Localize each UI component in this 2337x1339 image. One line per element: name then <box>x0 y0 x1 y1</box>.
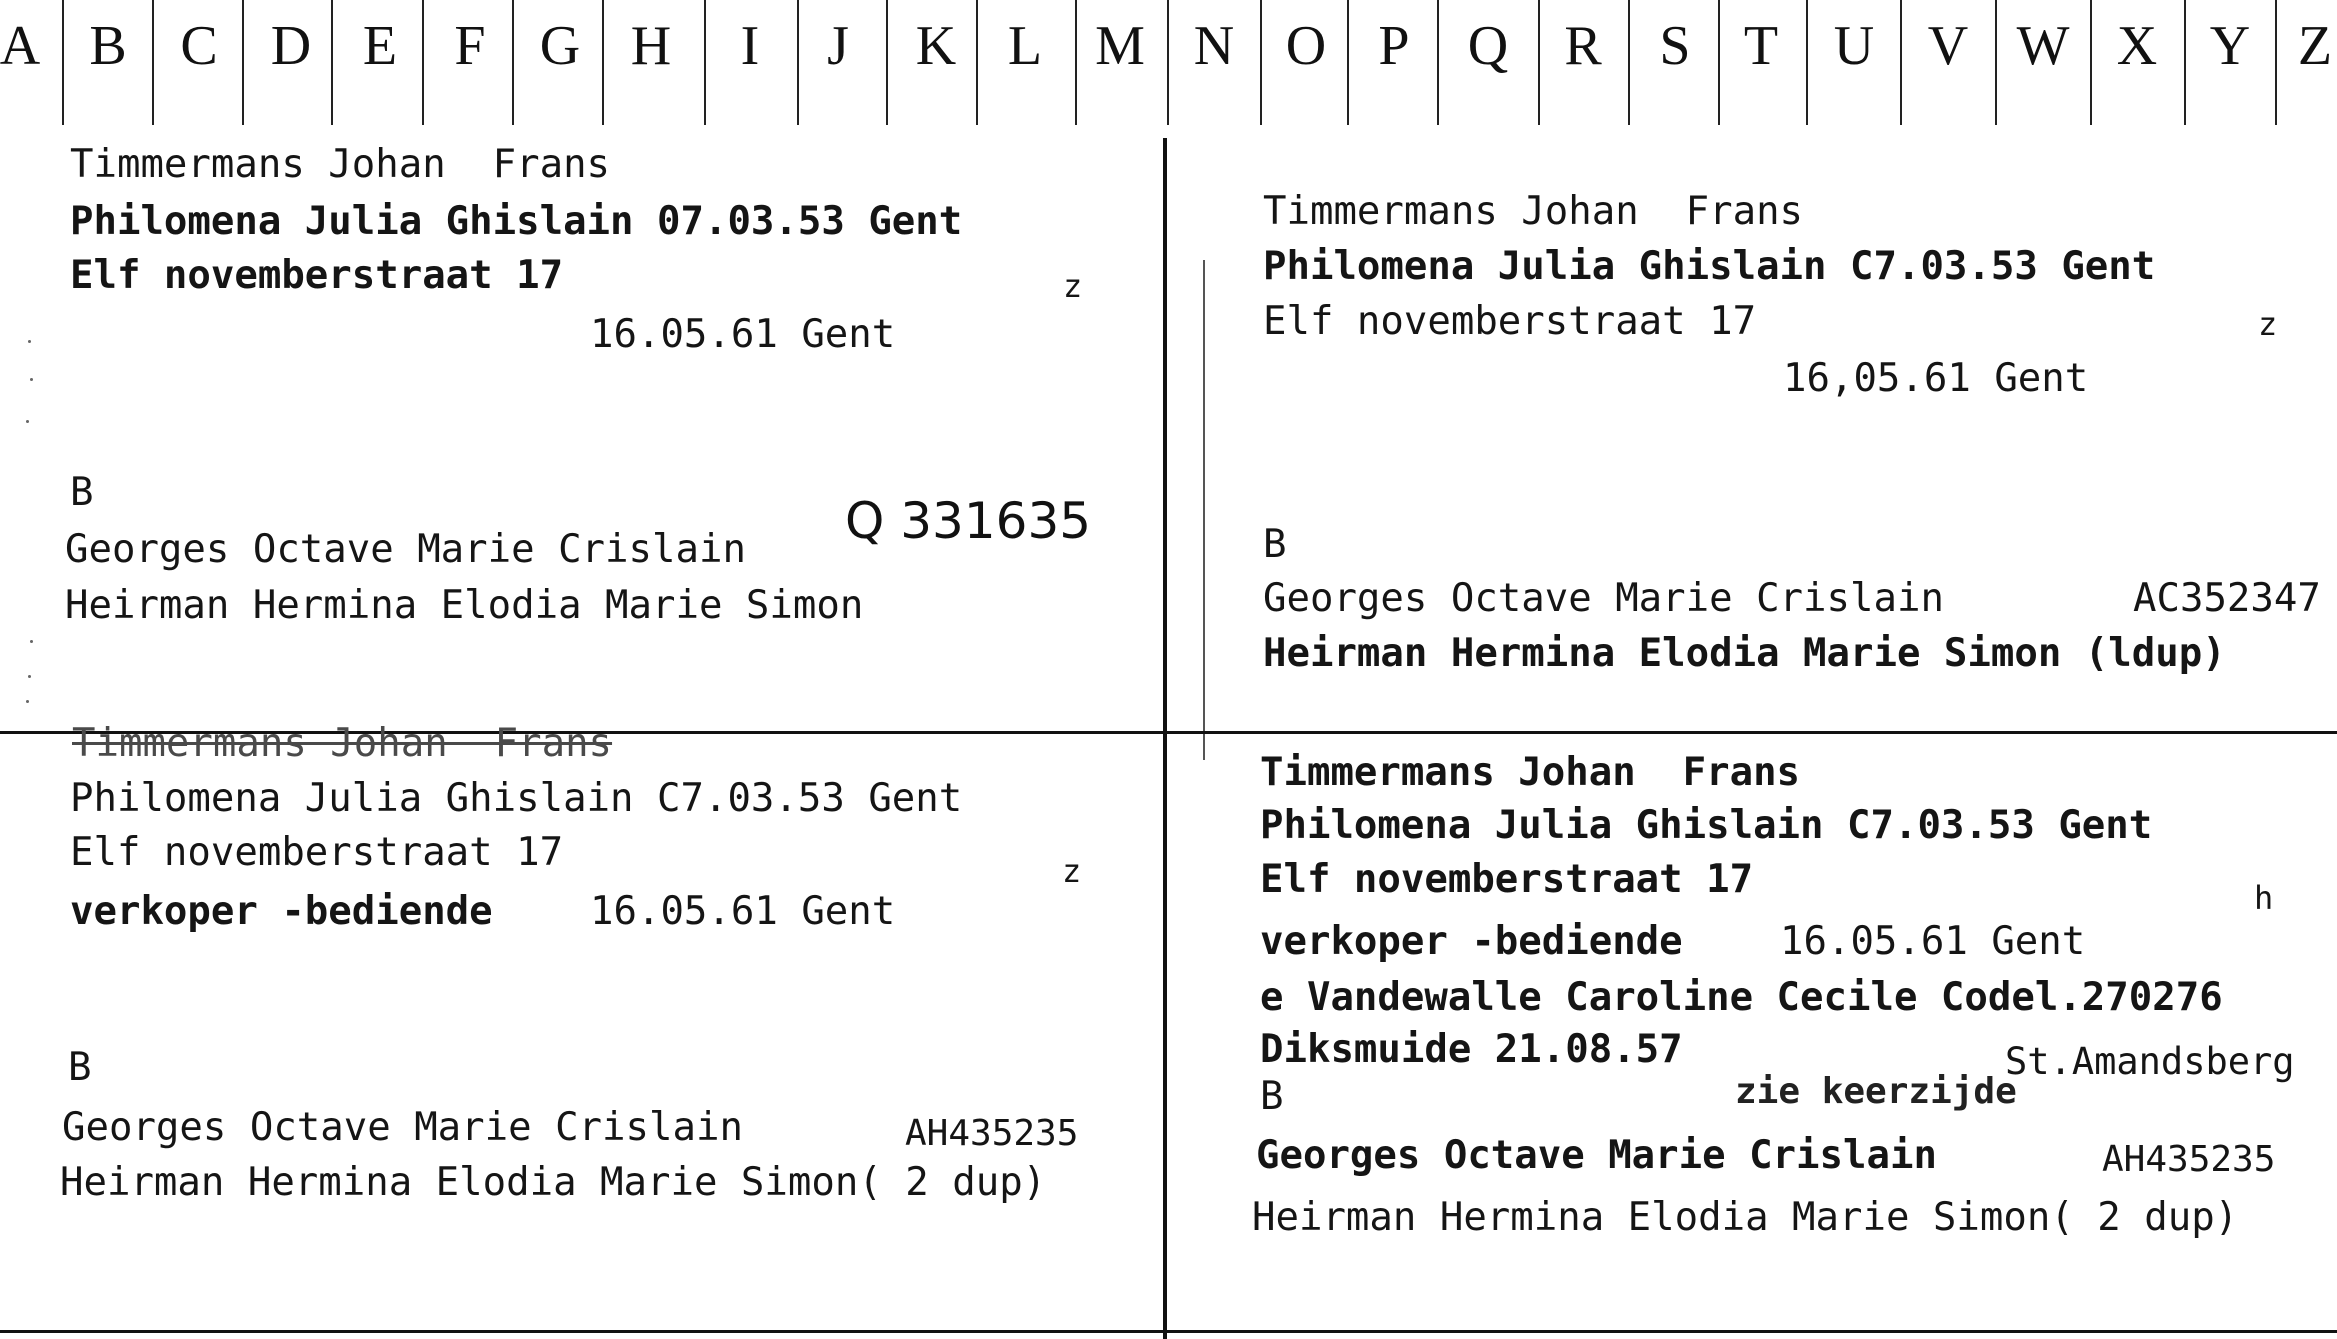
index-letter: C <box>180 15 218 77</box>
index-letter: E <box>362 15 398 77</box>
scan-speck <box>28 340 31 343</box>
index-divider <box>1347 0 1349 125</box>
index-divider <box>1806 0 1808 125</box>
card-date-place: 16.05.61 Gent <box>590 889 896 934</box>
index-divider <box>1538 0 1540 125</box>
index-divider <box>512 0 514 125</box>
index-divider <box>1628 0 1630 125</box>
card-address: Elf novemberstraat 17 <box>70 253 564 298</box>
card-code: z <box>2258 305 2278 343</box>
card-given-names: Philomena Julia Ghislain 07.03.53 Gent <box>70 199 963 244</box>
index-divider <box>1075 0 1077 125</box>
index-divider <box>1437 0 1439 125</box>
index-divider <box>1260 0 1262 125</box>
card-code: z <box>1062 852 1082 890</box>
card-parent-1: Georges Octave Marie Crislain <box>62 1105 743 1150</box>
card-name-line: Timmermans Johan Frans <box>1263 189 1804 234</box>
index-divider <box>704 0 706 125</box>
fold-line <box>1203 260 1205 760</box>
index-letter: X <box>2116 15 2158 77</box>
index-letter: Q <box>1467 15 1509 77</box>
index-divider <box>331 0 333 125</box>
index-letter: A <box>0 15 41 77</box>
card-section: B <box>70 470 94 515</box>
card-name-line: Timmermans Johan Frans <box>72 721 613 766</box>
index-divider <box>1995 0 1997 125</box>
index-letter: V <box>1927 15 1969 77</box>
card-occupation: verkoper -bediende <box>1260 919 1683 964</box>
card-parent-1: Georges Octave Marie Crislain <box>1256 1133 1937 1178</box>
scan-speck <box>26 700 29 703</box>
index-divider <box>1718 0 1720 125</box>
index-letter: J <box>827 15 849 77</box>
card-spouse: e Vandewalle Caroline Cecile Codel.270276 <box>1260 975 2223 1020</box>
card-parent-2: Heirman Hermina Elodia Marie Simon( 2 dup) <box>60 1160 1047 1205</box>
card-given-names: Philomena Julia Ghislain C7.03.53 Gent <box>1263 244 2156 289</box>
index-letter: N <box>1193 15 1235 77</box>
index-divider <box>1167 0 1169 125</box>
card-parent-1: Georges Octave Marie Crislain <box>1263 576 1944 621</box>
card-stamp: zie keerzijde <box>1735 1071 2017 1112</box>
card-parent-2: Heirman Hermina Elodia Marie Simon <box>65 583 864 628</box>
center-divider <box>1163 138 1167 1339</box>
index-letter: G <box>539 15 581 77</box>
alphabet-index <box>0 0 2337 125</box>
index-letter: K <box>915 15 957 77</box>
card-address: Elf novemberstraat 17 <box>70 830 564 875</box>
index-letter: F <box>454 15 486 77</box>
index-divider <box>2275 0 2277 125</box>
card-given-names: Philomena Julia Ghislain C7.03.53 Gent <box>1260 803 2153 848</box>
scan-speck <box>30 640 33 643</box>
card-name-line: Timmermans Johan Frans <box>1260 750 1801 795</box>
index-letter: L <box>1007 15 1043 77</box>
card-given-names: Philomena Julia Ghislain C7.03.53 Gent <box>70 776 963 821</box>
bottom-edge <box>0 1330 2337 1333</box>
card-occupation: verkoper -bediende <box>70 889 493 934</box>
index-letter: H <box>630 15 672 77</box>
index-divider <box>1900 0 1902 125</box>
card-parent-2: Heirman Hermina Elodia Marie Simon( 2 dup) <box>1252 1195 2239 1240</box>
card-doc-number: Q 331635 <box>845 492 1092 550</box>
index-divider <box>797 0 799 125</box>
index-divider <box>152 0 154 125</box>
index-letter: Z <box>2297 15 2333 77</box>
card-code: h <box>2254 879 2274 917</box>
index-letter: B <box>89 15 127 77</box>
card-spouse-residence: St.Amandsberg <box>2005 1040 2295 1083</box>
index-divider <box>242 0 244 125</box>
index-divider <box>886 0 888 125</box>
card-parent-2: Heirman Hermina Elodia Marie Simon (ldup) <box>1263 631 2226 676</box>
scan-speck <box>28 675 31 678</box>
index-divider <box>422 0 424 125</box>
index-letter: D <box>270 15 312 77</box>
card-date-place: 16,05.61 Gent <box>1783 356 2089 401</box>
card-section: B <box>68 1045 92 1090</box>
index-letter: M <box>1095 15 1145 77</box>
card-parent-1: Georges Octave Marie Crislain <box>65 527 746 572</box>
card-date-place: 16.05.61 Gent <box>590 312 896 357</box>
index-letter: P <box>1378 15 1410 77</box>
card-section: B <box>1260 1074 1284 1119</box>
card-section: B <box>1263 522 1287 567</box>
index-letter: W <box>2016 15 2070 77</box>
index-letter: I <box>740 15 760 77</box>
card-doc-number: AC352347 <box>2133 576 2321 621</box>
index-divider <box>2090 0 2092 125</box>
card-name-line: Timmermans Johan Frans <box>70 142 611 187</box>
card-doc-number: AH435235 <box>2102 1139 2276 1180</box>
index-letter: Y <box>2209 15 2251 77</box>
index-letter: T <box>1743 15 1779 77</box>
card-doc-number: AH435235 <box>905 1113 1079 1154</box>
index-letter: U <box>1833 15 1875 77</box>
index-divider <box>62 0 64 125</box>
card-address: Elf novemberstraat 17 <box>1260 857 1754 902</box>
index-letter: R <box>1564 15 1602 77</box>
scan-speck <box>30 378 33 381</box>
scan-speck <box>26 420 29 423</box>
index-divider <box>976 0 978 125</box>
index-letter: O <box>1285 15 1327 77</box>
index-letter: S <box>1659 15 1691 77</box>
card-address: Elf novemberstraat 17 <box>1263 299 1757 344</box>
card-spouse-birth: Diksmuide 21.08.57 <box>1260 1027 1683 1072</box>
card-date-place: 16.05.61 Gent <box>1780 919 2086 964</box>
index-divider <box>602 0 604 125</box>
index-divider <box>2184 0 2186 125</box>
card-code: z <box>1063 267 1083 305</box>
